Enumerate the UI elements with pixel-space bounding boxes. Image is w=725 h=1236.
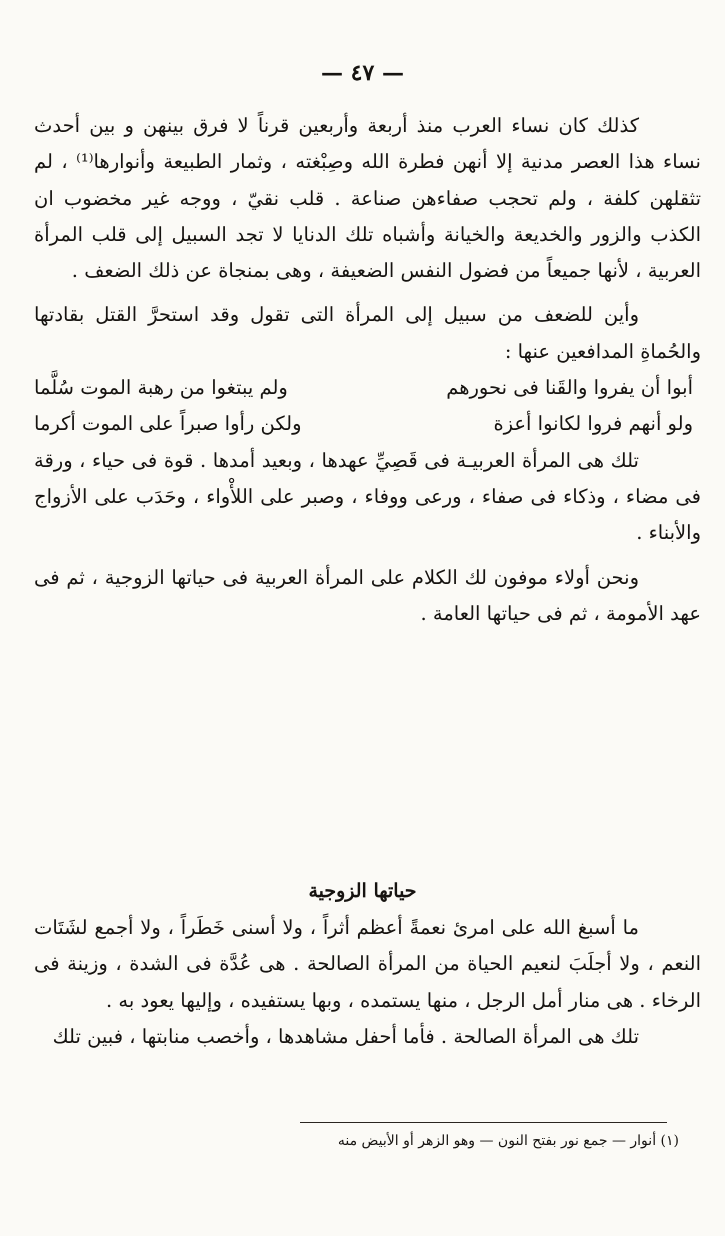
verse-second-hemistich: ولكن رأوا صبراً على الموت أكرما <box>34 412 302 436</box>
footnote-divider <box>300 1122 667 1123</box>
paragraph: ما أسبغ الله على امرئ نعمةً أعظم أثراً ، ولا أسنى خَطَراً ، ولا أجمع لشَتَات النعم ، ولا أجلَبَ لنعيم الحياة من المرأة الصالحة . هى عُدَّة فى الشدة ، وزينة فى الرخاء . هى منار أمل الرجل ، منها يستمده ، وبها يستفيده ، وإليها يعود به . <box>34 916 701 1012</box>
footnote: (١) أنوار — جمع نور بفتح النون — وهو الزهر أو الأبيض منه <box>337 1133 679 1149</box>
verse-second-hemistich: ولم يبتغوا من رهبة الموت سُلَّما <box>34 376 288 400</box>
poem-verses <box>34 370 701 443</box>
page-number: — ٤٧ — <box>321 60 404 86</box>
verse-first-hemistich: أبوا أن يفروا والقَنا فى نحورهم <box>446 376 693 400</box>
verse-line <box>34 370 701 406</box>
verse-first-hemistich: ولو أنهم فروا لكانوا أعزة <box>493 412 693 436</box>
paragraph: كذلك كان نساء العرب منذ أربعة وأربعين قرناً لا فرق بينهن و بين أحدث نساء هذا العصر مدنية إلا أنهن فطرة الله وصِبْغته ، وثمار الطبيعة وأنوارها⁽¹⁾ ، لم تثقلهن كلفة ، ولم تحجب صفاءهن صناعة . قلب نقيّ ، ووجه غير مخضوب ان الكذب والزور والخديعة والخيانة وأشباه تلك الدنايا لا تجد السبيل إلى قلب المرأة العربية ، لأنها جميعاً من فضول النفس الضعيفة ، وهى بمنجاة عن ذلك الضعف . <box>34 114 701 283</box>
main-text-block <box>34 108 701 632</box>
section-text-block <box>34 910 701 1055</box>
paragraph: وأين للضعف من سبيل إلى المرأة التى تقول وقد استحرَّ القتل بقادتها والحُماةِ المدافعين عنها : <box>34 303 701 363</box>
paragraph: ونحن أولاء موفون لك الكلام على المرأة العربية فى حياتها الزوجية ، ثم فى عهد الأمومة ، ثم فى حياتها العامة . <box>34 565 701 625</box>
section-heading: حياتها الزوجية <box>308 880 417 902</box>
paragraph: تلك هى المرأة العربيـة فى قَصِيِّ عهدها ، وبعيد أمدها . قوة فى حياء ، ورقة فى مضاء ، وذكاء فى صفاء ، ورعى ووفاء ، وصبر على اللأْواء ، وحَدَب على الأزواج والأبناء . <box>34 448 701 545</box>
paragraph: تلك هى المرأة الصالحة . فأما أحفل مشاهدها ، وأخصب منابتها ، فبين تلك <box>52 1024 639 1048</box>
verse-line <box>34 406 701 442</box>
